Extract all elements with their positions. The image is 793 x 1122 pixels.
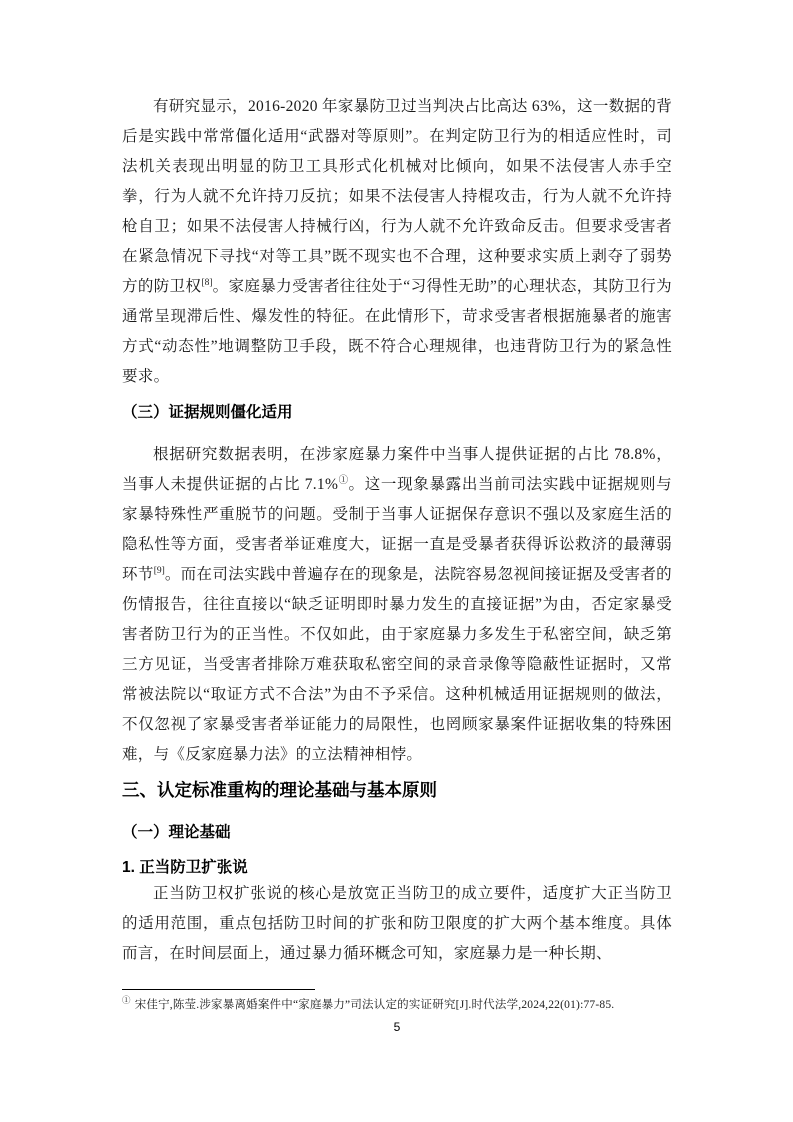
page-number: 5 (393, 1020, 401, 1034)
citation-marker-9: [9] (153, 565, 165, 576)
paragraph-text: 正当防卫权扩张说的核心是放宽正当防卫的成立要件，适度扩大正当防卫的适用范围，重点包括防卫时间的扩张和防卫限度的扩大两个基本维度。具体而言，在时间层面上，通过暴力循环概念可知，家庭暴力是一种长期、 (122, 885, 672, 962)
paragraph-evidence-rules (122, 440, 672, 770)
paragraph-text: 。家庭暴力受害者往往处于“习得性无助”的心理状态，其防卫行为通常呈现滞后性、爆发性的特征。在此情形下，苛求受害者根据施暴者的施害方式“动态性”地调整防卫手段，既不符合心理规律，也违背防卫行为的紧急性要求。 (122, 278, 672, 385)
paragraph-text: 根据研究数据表明，在涉家庭暴力案件中当事人提供证据的占比 78.8%，当事人未提供证据的占比 7.1% (122, 446, 672, 493)
heading-section-three: 三、认定标准重构的理论基础与基本原则 (122, 780, 437, 800)
paragraph-text: 。这一现象暴露出当前司法实践中证据规则与家暴特殊性严重脱节的问题。受制于当事人证据保存意识不强以及家庭生活的隐私性等方面，受害者举证难度大，证据一直是受暴者获得诉讼救济的最薄弱环节 (122, 476, 672, 583)
footnote-number-icon: ① (122, 995, 131, 1006)
footnote-citation (122, 997, 672, 1014)
paragraph-defense-expansion (122, 879, 672, 969)
footnote-separator-rule (122, 989, 315, 990)
paragraph-text: 有研究显示，2016-2020 年家暴防卫过当判决占比高达 63%，这一数据的背后是实践中常常僵化适用“武器对等原则”。在判定防卫行为的相适应性时，司法机关表现出明显的防卫工具形式化机械对比倾向，如果不法侵害人赤手空拳，行为人就不允许持刀反抗；如果不法侵害人持棍攻击，行为人就不允许持枪自卫；如果不法侵害人持械行凶，行为人就不允许致命反击。但要求受害者在紧急情况下寻找“对等工具”既不现实也不合理，这种要求实质上剥夺了弱势方的防卫权 (122, 98, 672, 295)
paragraph-defense-proportionality (122, 92, 672, 392)
citation-marker-8: [8] (201, 277, 213, 288)
footnote-marker-1: ① (338, 475, 349, 486)
footnote-text: 宋佳宁,陈莹.涉家暴离婚案件中“家庭暴力”司法认定的实证研究[J].时代法学,2024,22(01):77-85. (134, 999, 615, 1011)
paragraph-text: 。而在司法实践中普遍存在的现象是，法院容易忽视间接证据及受害者的伤情报告，往往直接以“缺乏证明即时暴力发生的直接证据”为由，否定家暴受害者防卫行为的正当性。不仅如此，由于家庭暴力多发生于私密空间，缺乏第三方见证，当受害者排除万难获取私密空间的录音录像等隐蔽性证据时，又常常被法院以“取证方式不合法”为由不予采信。这种机械适用证据规则的做法，不仅忽视了家暴受害者举证能力的局限性，也罔顾家暴案件证据收集的特殊困难，与《反家庭暴力法》的立法精神相悖。 (122, 566, 672, 763)
heading-evidence-rules: （三）证据规则僵化适用 (122, 404, 293, 421)
heading-theoretical-basis: （一）理论基础 (122, 824, 231, 841)
heading-defense-expansion-theory: 1. 正当防卫扩张说 (122, 859, 248, 876)
footnote-area (122, 989, 672, 1014)
